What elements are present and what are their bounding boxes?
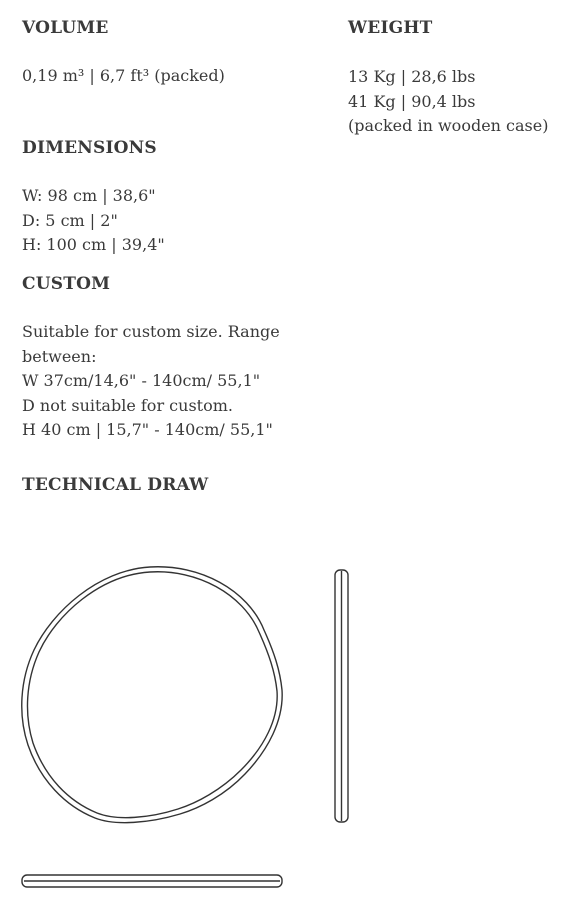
front-view-drawing xyxy=(22,567,282,823)
front-view-outer-outline xyxy=(22,567,282,823)
volume-value: 0,19 m³ | 6,7 ft³ (packed) xyxy=(22,66,225,85)
weight-values xyxy=(348,65,548,139)
volume-heading: VOLUME xyxy=(22,18,109,38)
weight-line: (packed in wooden case) xyxy=(348,116,549,135)
dimensions-heading: DIMENSIONS xyxy=(22,138,157,158)
top-view-drawing xyxy=(22,875,282,887)
custom-line: D not suitable for custom. xyxy=(22,395,233,415)
custom-line: H 40 cm | 15,7" - 140cm/ 55,1" xyxy=(22,420,273,439)
dimension-line: D: 5 cm | 2" xyxy=(22,210,118,230)
custom-line: between: xyxy=(22,346,97,366)
dimension-line: H: 100 cm | 39,4" xyxy=(22,235,165,254)
custom-line: W 37cm/14,6" - 140cm/ 55,1" xyxy=(22,371,261,390)
technical-drawing xyxy=(0,540,570,910)
dimensions-values xyxy=(22,184,165,258)
front-view-inner-outline xyxy=(27,572,277,818)
weight-line: 41 Kg | 90,4 lbs xyxy=(348,91,476,111)
custom-values xyxy=(22,320,280,443)
technical-draw-heading: TECHNICAL DRAW xyxy=(22,475,209,495)
custom-heading: CUSTOM xyxy=(22,274,111,294)
weight-line: 13 Kg | 28,6 lbs xyxy=(348,67,476,86)
custom-line: Suitable for custom size. Range xyxy=(22,322,280,341)
side-view-drawing xyxy=(335,570,348,822)
weight-heading: WEIGHT xyxy=(348,18,433,38)
dimension-line: W: 98 cm | 38,6" xyxy=(22,186,156,205)
